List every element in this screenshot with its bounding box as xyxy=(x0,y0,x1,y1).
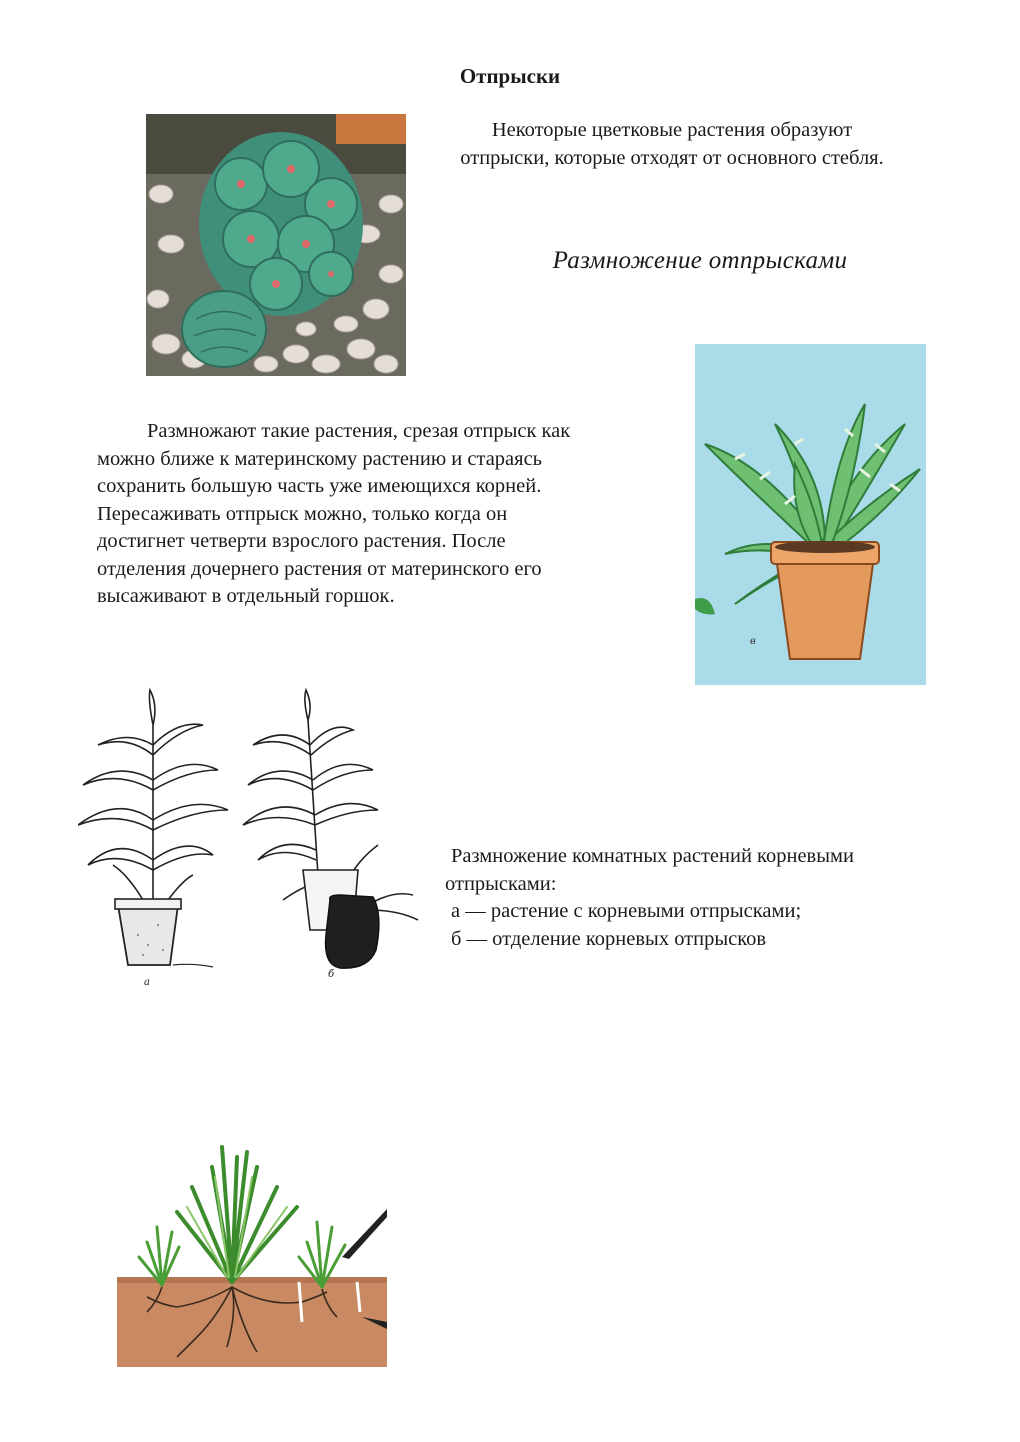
body-line: отделения дочернего растения от материнского его xyxy=(97,557,542,580)
offset-drawings xyxy=(78,685,428,995)
figure-label-v: в xyxy=(750,636,756,647)
body-line: высаживают в отдельный горшок. xyxy=(97,585,395,607)
intro-line: отпрыски, которые отходят от основного стебля. xyxy=(460,147,884,169)
body-line: сохранить большую часть уже имеющихся корней. xyxy=(97,475,542,497)
body-line: Пересаживать отпрыск можно, только когда он xyxy=(97,502,508,525)
body-line: можно ближе к материнскому растению и стараясь xyxy=(97,447,543,470)
figure-label-b: б xyxy=(328,969,335,980)
potted-plant-illustration xyxy=(695,344,926,685)
figure-label-a: а xyxy=(144,977,150,988)
intro-line: Некоторые цветковые растения образуют xyxy=(491,119,853,141)
soil-offsets-illustration xyxy=(117,1137,387,1367)
body-paragraph xyxy=(97,418,657,611)
body-line: Размножают такие растения, срезая отпрыск как xyxy=(147,420,571,442)
caption-item-a: а — растение с корневыми отпрысками; xyxy=(451,900,802,922)
caption-line: отпрысками: xyxy=(445,872,557,895)
section-subtitle: Размножение отпрысками xyxy=(552,247,848,274)
caption-line: Размножение комнатных растений корневыми xyxy=(451,845,854,867)
body-line: достигнет четверти взрослого растения. После xyxy=(97,530,506,552)
intro-paragraph xyxy=(412,116,932,172)
figure-caption xyxy=(445,843,945,953)
plant-a-drawing xyxy=(78,690,228,900)
cactus-photo xyxy=(146,114,406,376)
page-title: Отпрыски xyxy=(459,64,561,88)
caption-item-b: б — отделение корневых отпрысков xyxy=(451,927,767,950)
